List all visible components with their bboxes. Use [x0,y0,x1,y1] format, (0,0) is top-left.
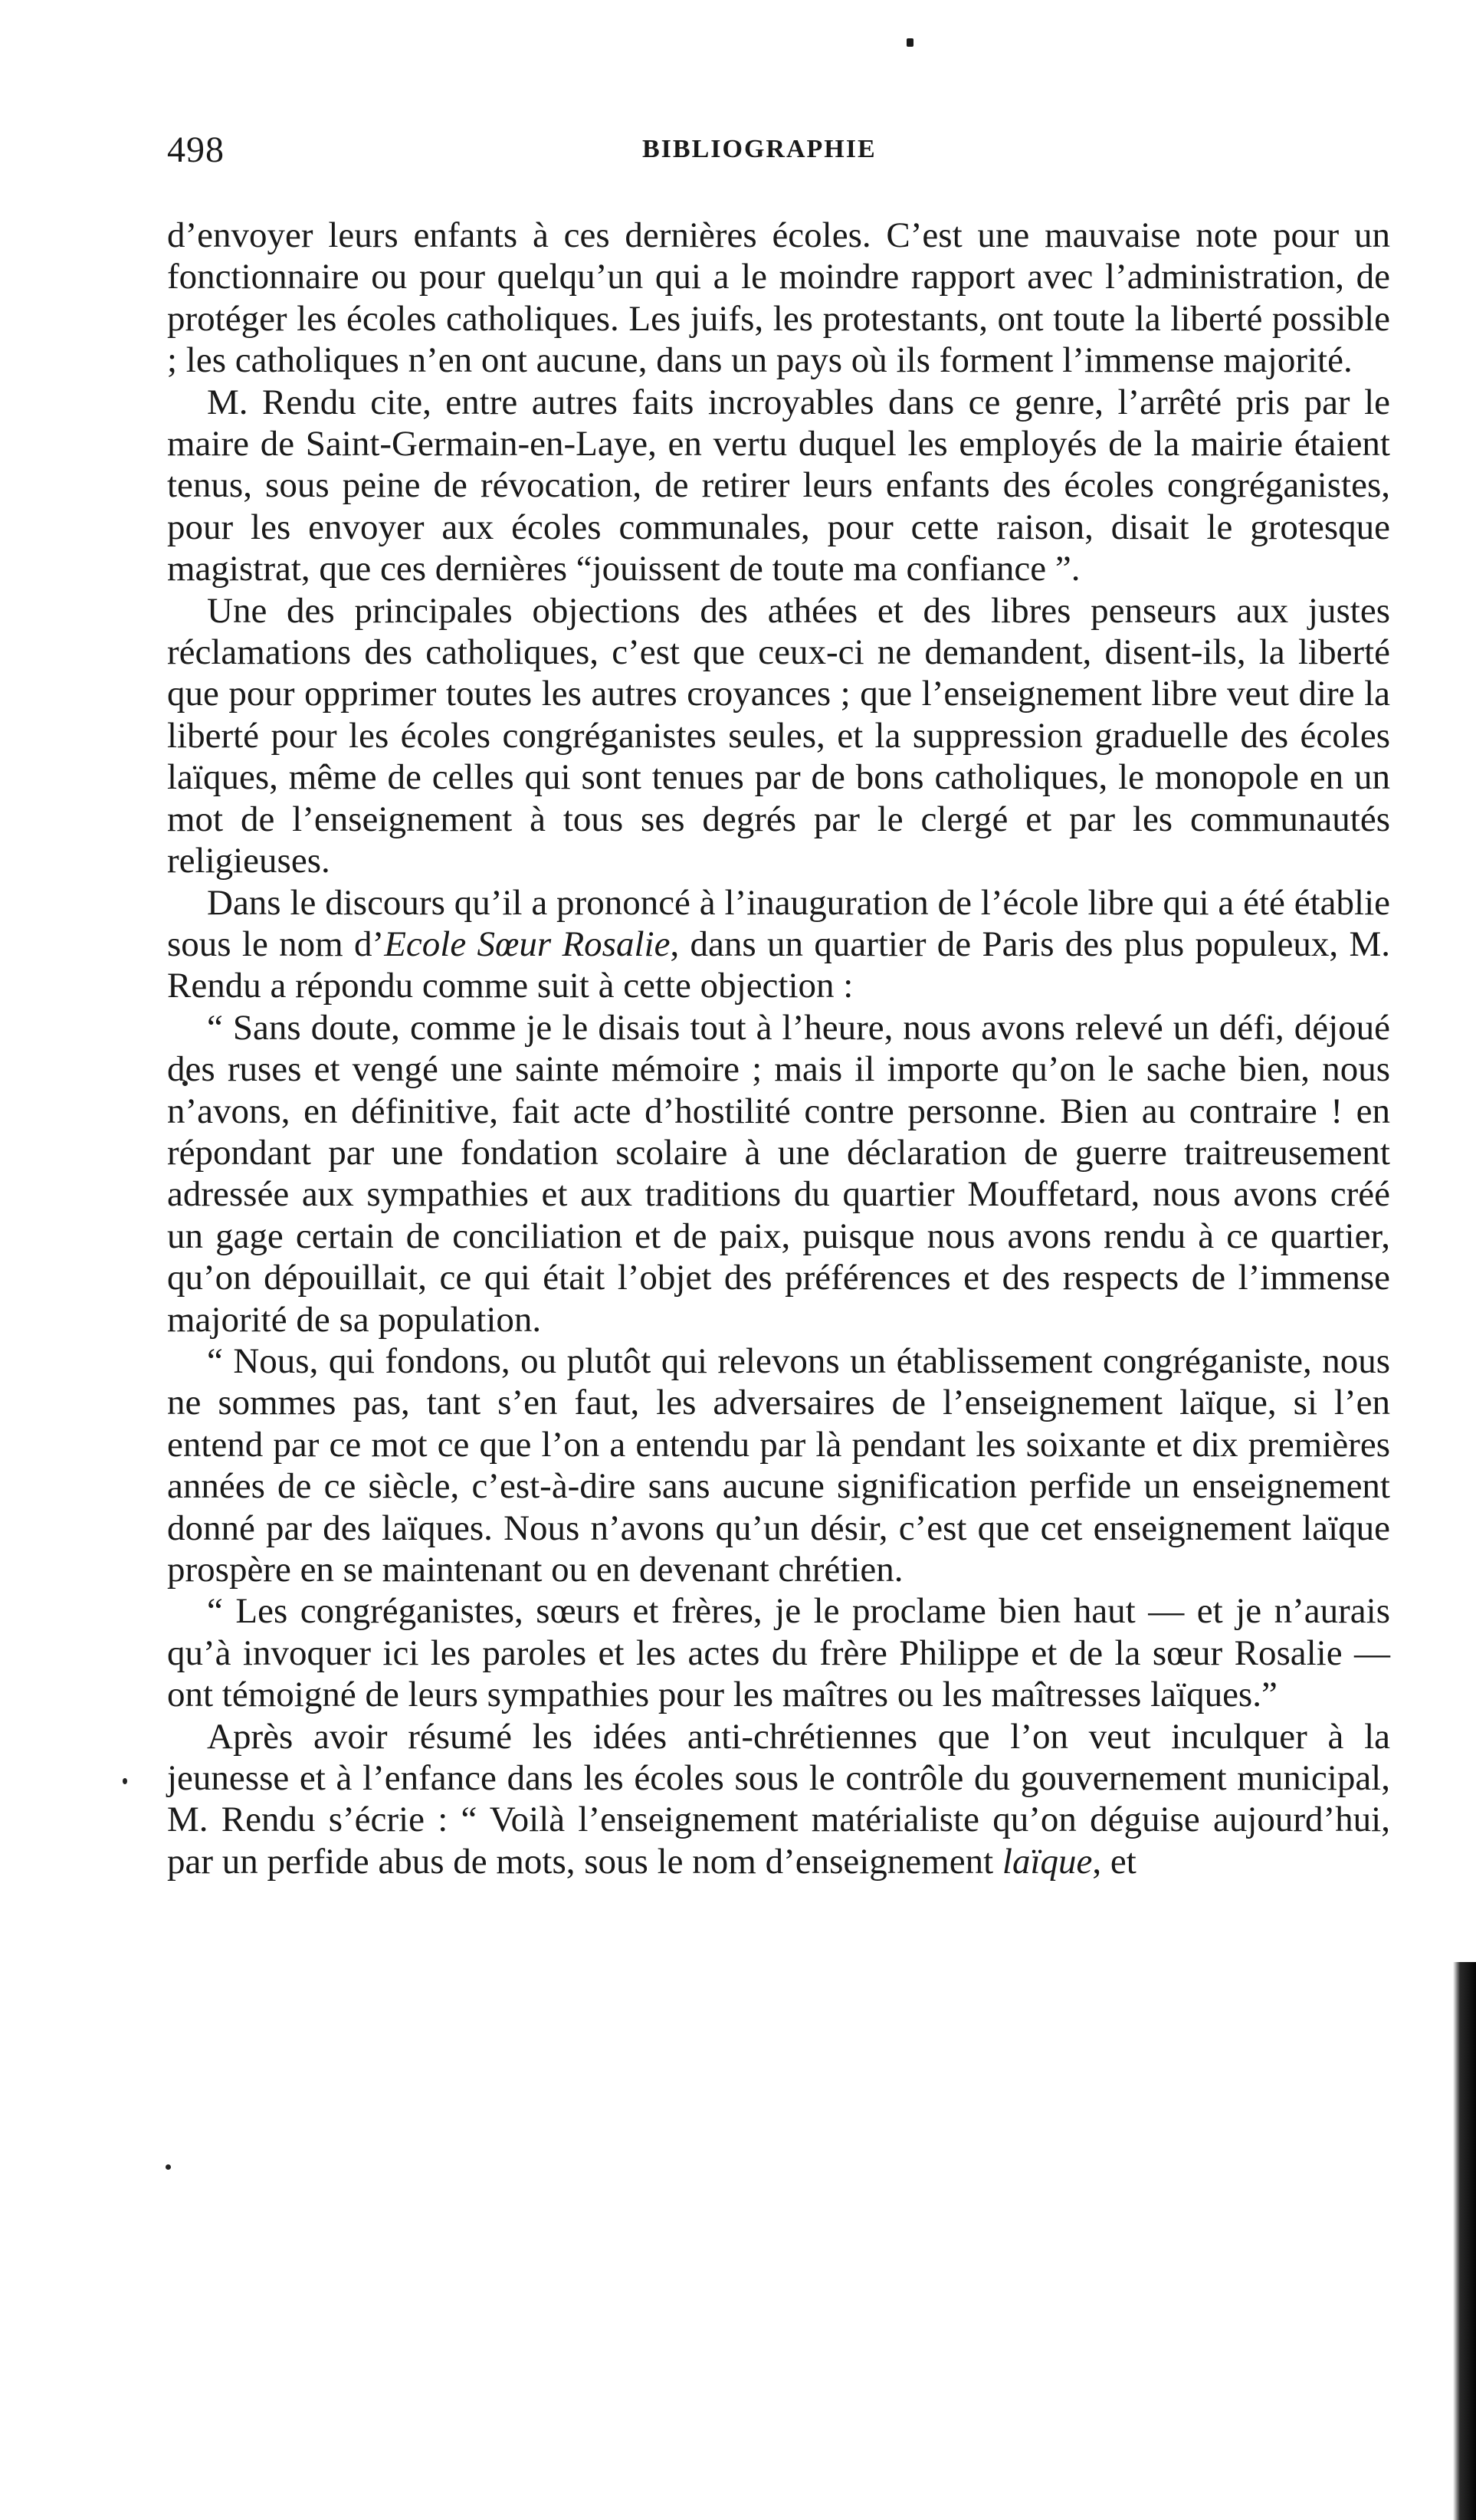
italic-school-name: Ecole Sœur Rosalie [384,924,671,964]
paragraph [167,882,1390,1007]
paragraph [167,382,1390,590]
ink-speck [123,1778,127,1784]
paragraph-text: Une des principales objections des athées et des libres penseurs aux justes réclamations des catholiques, c’est que ceux-ci ne demandent, disent-ils, la liberté que pour opprimer toutes les autres croyances ; que l’enseignement libre veut dire la liberté pour les écoles congréganistes seules, et la suppression graduelle des écoles laïques, même de celles qui sont tenues par de bons catholiques, le monopole en un mot de l’enseignement à tous ses degrés par le clergé et par les communautés religieuses. [167,590,1390,881]
paragraph [167,215,1390,382]
paragraph-text: M. Rendu cite, entre autres faits incroyables dans ce genre, l’arrêté pris par le maire de Saint-Germain-en-Laye, en vertu duquel les employés de la mairie étaient tenus, sous peine de révocation, de retirer leurs enfants des écoles congréganistes, pour les envoyer aux écoles communales, pour cette raison, disait le grotesque magistrat, que ces dernières “jouissent de toute ma confiance ”. [167,382,1390,589]
ink-speck [166,2164,171,2170]
body-text [167,215,1390,1882]
running-head [167,129,1390,175]
paragraph-text: , et [1092,1841,1137,1882]
ink-speck [907,38,913,47]
paragraph-text: Dans le discours qu’il a prononcé à l’inauguration de l’école libre qui a été établie sous le nom d’ [167,882,1390,964]
paragraph-text: “ Sans doute, comme je le disais tout à l’heure, nous avons relevé un défi, déjoué des ruses et vengé une sainte mémoire ; mais il importe qu’on le sache bien, nous n’avons, en définitive, fait acte d’hostilité contre personne. Bien au contraire ! en répondant par une fondation scolaire à une déclaration de guerre traitreusement adressée aux sympathies et aux traditions du quartier Mouffetard, nous avons créé un gage certain de conciliation et de paix, puisque nous avons rendu à ce quartier, qu’on dépouillait, ce qui était l’objet des préférences et des respects de l’immense majorité de sa population. [167,1007,1390,1340]
paragraph [167,1590,1390,1715]
page-number: 498 [167,130,225,170]
paragraph [167,1340,1390,1590]
paragraph-text: d’envoyer leurs enfants à ces dernières écoles. C’est une mauvaise note pour un fonctionnaire ou pour quelqu’un qui a le moindre rapport avec l’administration, de protéger les écoles catholiques. Les juifs, les protestants, ont toute la liberté possible ; les catholiques n’en ont aucune, dans un pays où ils forment l’immense majorité. [167,215,1390,381]
running-title: BIBLIOGRAPHIE [642,135,877,163]
paragraph [167,1716,1390,1883]
paragraph-text: Après avoir résumé les idées anti-chrétiennes que l’on veut inculquer à la jeunesse et à l’enfance dans les écoles sous le contrôle du gouvernement municipal, M. Rendu s’écrie : “ Voilà l’enseignement matérialiste qu’on déguise aujourd’hui, par un perfide abus de mots, sous le nom d’enseignement [167,1716,1390,1882]
italic-word: laïque [1002,1841,1093,1882]
page-edge-shadow [1453,1962,1476,2520]
paragraph [167,590,1390,882]
paragraph-text: “ Nous, qui fondons, ou plutôt qui relevons un établissement congréganiste, nous ne sommes pas, tant s’en faut, les adversaires de l’enseignement laïque, si l’en entend par ce mot ce que l’on a entendu par là pendant les soixante et dix premières années de ce siècle, c’est-à-dire sans aucune signification perfide un enseignement donné par des laïques. Nous n’avons qu’un désir, c’est que cet enseignement laïque prospère en se maintenant ou en devenant chrétien. [167,1340,1390,1590]
paragraph [167,1007,1390,1340]
paragraph-text: “ Les congréganistes, sœurs et frères, je le proclame bien haut — et je n’aurais qu’à invoquer ici les paroles et les actes du frère Philippe et de la sœur Rosalie — ont témoigné de leurs sympathies pour les maîtres ou les maîtresses laïques.” [167,1591,1390,1715]
paragraph-text: , dans un quartier de Paris des plus populeux, M. Rendu a répondu comme suit à cette objection : [167,924,1390,1006]
